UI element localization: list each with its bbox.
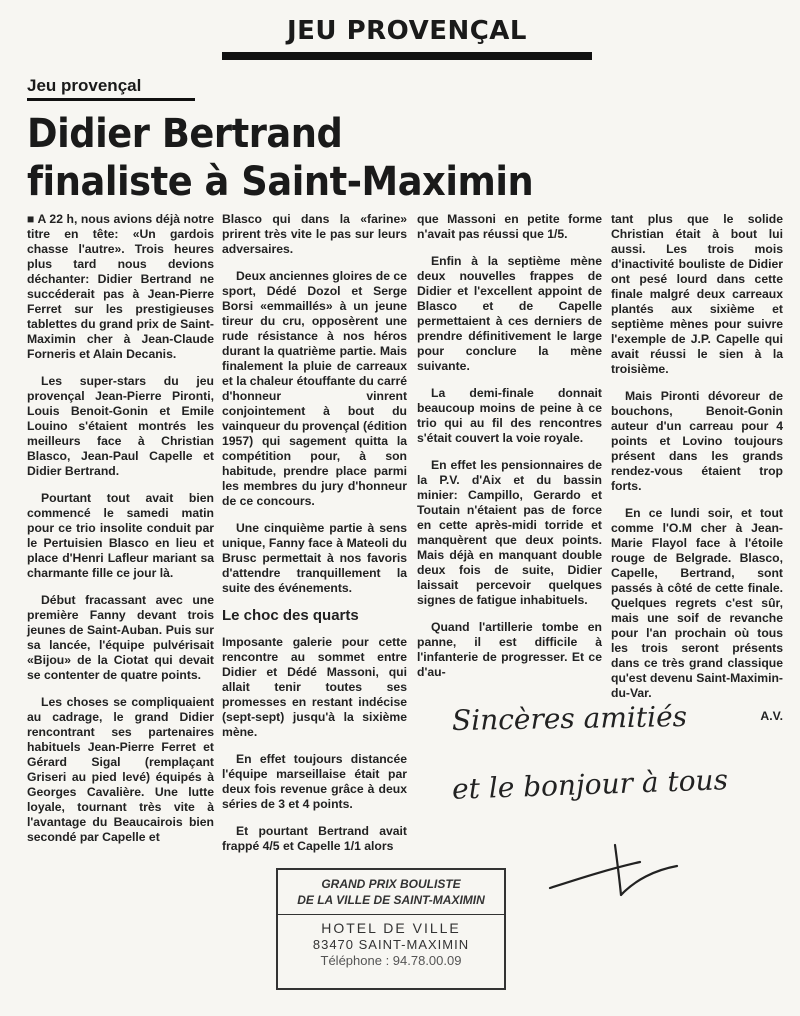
author-initials: A.V. [760,709,783,723]
stamp-line-1: GRAND PRIX BOULISTE [321,877,461,891]
signature-icon [545,840,685,900]
paragraph: tant plus que le solide Christian était à bout lui aussi. Les trois mois d'inactivité bouliste de Didier ont pesé lourd dans cette finale malgré deux carreaux plantés aux sixième et septième mènes pour suivre l'exemple de J.P. Capelle qui avait réussi le sien à la troisième. [611,212,783,376]
paragraph: En ce lundi soir, et tout comme l'O.M cher à Jean-Marie Flayol face à l'étoile rouge de Belgrade. Blasco, Capelle, Bertrand, sont passés à côté de cette finale. Quelques regrets c'est sûr, mais une soif de revanche pour l'an prochain où tous les trois seront présents dans ce très grand classique qu'est devenu Saint-Maximin-du-Var. [611,506,783,700]
article-column-1 [27,212,214,857]
stamp-line-3: HOTEL DE VILLE [321,920,461,936]
stamp-line-4: 83470 SAINT-MAXIMIN [312,937,470,952]
paragraph: La demi-finale donnait beaucoup moins de peine à ce trio qui au fil des rencontres s'était couvert la voie royale. [417,386,602,445]
stamp-line-2: DE LA VILLE DE SAINT-MAXIMIN [297,893,485,907]
subheading: Le choc des quarts [222,607,359,624]
section-rule [222,52,592,60]
paragraph: Deux anciennes gloires de ce sport, Dédé Dozol et Serge Borsi «emmaillés» à un jeune tireur du cru, opposèrent une rude résistance à nos héros durant la quatrième partie. Mais finalement la pluie de carreaux et la chaleur étouffante du carré d'honneur vinrent conjointement à bout du vainqueur du provençal (édition 1957) qui sagement quitta la compétition pour, à son habitude, prendre place parmi les membres du jury d'honneur de ce concours. [222,269,407,508]
section-header [222,14,592,60]
article-column-2 [222,212,407,866]
paragraph: Blasco qui dans la «farine» prirent très vite le pas sur leurs adversaires. [222,212,407,256]
handwritten-note [430,680,770,840]
paragraph: En effet les pensionnaires de la P.V. d'Aix et du bassin minier: Campillo, Gerardo et Toutain n'étaient pas de force en cette après-midi torride et manquèrent que deux points. Mais déjà en manquant double deux fois de suite, Didier laissait percevoir quelques signes de fatigue inhabituels. [417,458,602,607]
section-title: JEU PROVENÇAL [287,16,527,46]
kicker: Jeu provençal [27,76,195,101]
headline [27,110,579,206]
handwritten-line-2: et le bonjour à tous [451,763,729,806]
headline-line-2: finaliste à Saint-Maximin [27,159,534,205]
paragraph: ■ A 22 h, nous avions déjà notre titre en tête: «Un gardois chasse l'autre». Trois heures plus tard nous devions déchanter: Didier Bertrand ne succéderait pas à Jean-Pierre Ferret sur les prestigieuses tablettes du grand prix de Saint-Maximin cher à Jean-Claude Forneris et Alain Decanis. [27,212,214,361]
paragraph: Imposante galerie pour cette rencontre au sommet entre Didier et Dédé Massoni, qui allait tenir toutes ses promesses en restant indécise (sept-sept) jusqu'à la sixième mène. [222,635,407,739]
paragraph: Enfin à la septième mène deux nouvelles frappes de Didier et l'excellent appoint de Blasco et de Capelle permettaient à ces derniers de prendre définitivement le large pour conclure la mène suivante. [417,254,602,373]
paragraph: Les super-stars du jeu provençal Jean-Pierre Pironti, Louis Benoit-Gonin et Emile Louino s'étaient montrés les meilleurs face à Christian Blasco, Jean-Paul Capelle et Didier Bertrand. [27,374,214,478]
paragraph: Début fracassant avec une première Fanny devant trois jeunes de Saint-Auban. Puis sur sa lancée, l'équipe pulvérisait «Bijou» de la Ciotat qui devait se contenter de quatre points. [27,593,214,682]
paragraph: Mais Pironti dévoreur de bouchons, Benoit-Gonin auteur d'un carreau pour 4 points et Lovino toujours présent dans les grands rendez-vous étaient trop forts. [611,389,783,493]
official-stamp [276,868,506,990]
paragraph: Pourtant tout avait bien commencé le samedi matin pour ce trio insolite conduit par le Pertuisien Blasco en lieu et place d'Henri Lafleur mariant sa charmante fille ce jour là. [27,491,214,580]
headline-line-1: Didier Bertrand [27,111,343,157]
article-column-4 [611,212,783,724]
paragraph: Une cinquième partie à sens unique, Fanny face à Mateoli du Brusc permettait à nos favoris d'attendre tranquillement la suite des événements. [222,521,407,595]
paragraph: Et pourtant Bertrand avait frappé 4/5 et Capelle 1/1 alors [222,824,407,853]
article-column-3 [417,212,602,692]
paragraph: Quand l'artillerie tombe en panne, il est difficile à l'infanterie de progresser. Et ce d'au- [417,620,602,679]
stamp-line-5: Téléphone : 94.78.00.09 [320,953,462,968]
handwritten-line-1: Sincères amitiés [451,699,688,738]
paragraph: que Massoni en petite forme n'avait pas réussi que 1/5. [417,212,602,241]
paragraph: Les choses se compliquaient au cadrage, le grand Didier rencontrant ses partenaires habituels Jean-Pierre Ferret et Gérard Sigal (remplaçant Griseri au pied levé) équipés à Georges Cavalière. Une lutte loyale, tournant très vite à l'avantage du Beaucairois bien secondé par Capelle et [27,695,214,844]
stamp-divider [278,914,504,915]
paragraph: En effet toujours distancée l'équipe marseillaise était par deux fois revenue grâce à deux séries de 3 et 4 points. [222,752,407,811]
